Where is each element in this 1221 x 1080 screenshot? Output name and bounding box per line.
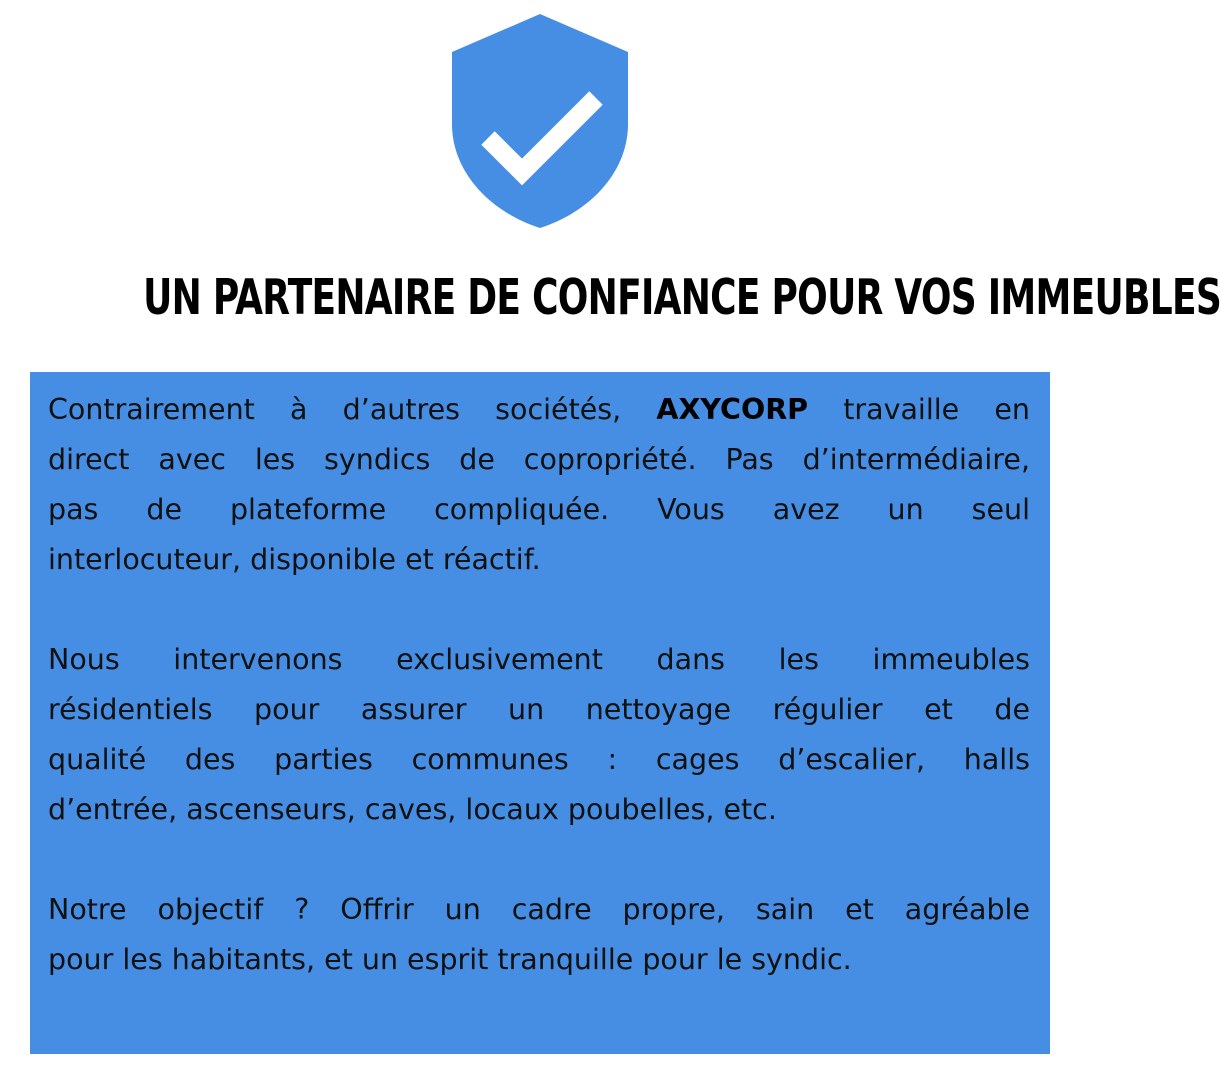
text-fragment: Contrairement à d’autres sociétés, <box>48 393 657 426</box>
text-line: Nous intervenons exclusivement dans les immeubles <box>48 643 1030 676</box>
page-title: UN PARTENAIRE DE CONFIANCE POUR VOS IMMEUBLES <box>143 269 1221 326</box>
text-line: direct avec les syndics de copropriété. Pas d’intermédiaire, <box>48 443 1030 476</box>
text-fragment: travaille en <box>808 393 1030 426</box>
text-line: pas de plateforme compliquée. Vous avez un seul <box>48 493 1030 526</box>
brand-name: AXYCORP <box>656 393 809 426</box>
shield-check-icon <box>450 12 630 232</box>
text-line: Notre objectif ? Offrir un cadre propre, sain et agréable <box>48 893 1030 926</box>
info-panel <box>30 372 1050 1054</box>
text-line: pour les habitants, et un esprit tranquille pour le syndic. <box>48 943 852 976</box>
text-line: résidentiels pour assurer un nettoyage régulier et de <box>48 693 1030 726</box>
text-line: interlocuteur, disponible et réactif. <box>48 543 541 576</box>
text-line <box>48 385 1030 435</box>
text-line: qualité des parties communes : cages d’escalier, halls <box>48 743 1030 776</box>
paragraph-intro <box>48 385 1030 585</box>
text-line: d’entrée, ascenseurs, caves, locaux poubelles, etc. <box>48 793 777 826</box>
paragraph-objective <box>48 885 1030 985</box>
paragraph-services <box>48 635 1030 835</box>
